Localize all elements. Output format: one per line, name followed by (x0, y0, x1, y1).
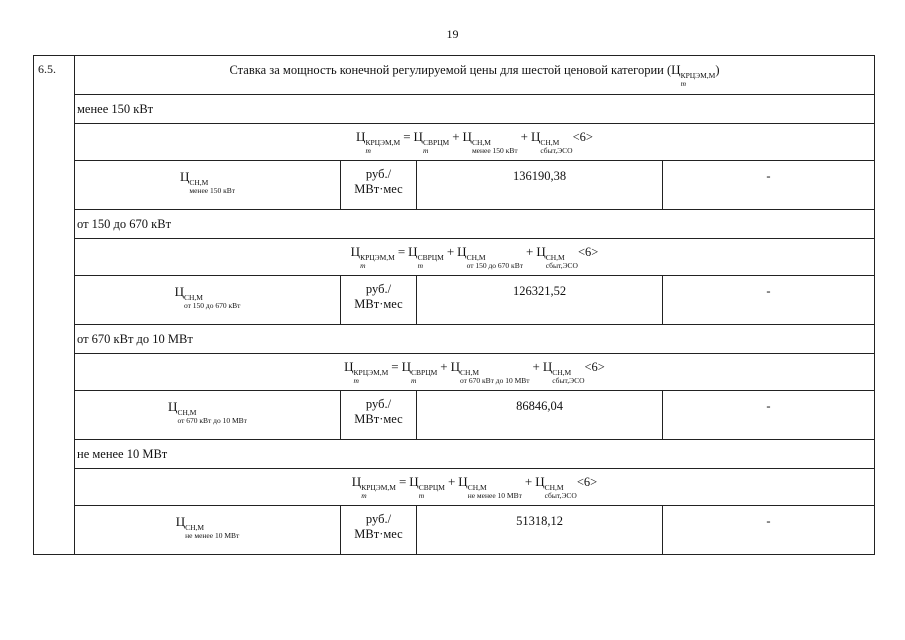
section-row (34, 440, 875, 469)
formula-term-sbyt: Ц СН,М сбыт,ЭСО (542, 359, 585, 385)
formula: Ц КРЦЭМ,М m = Ц СВРЦМ m + Ц СН,М менее 150 кВт + Ц СН,М сбыт,ЭСО <6> (75, 124, 875, 161)
rate-value: 136190,38 (417, 161, 663, 210)
rate-dash: - (663, 161, 875, 210)
formula-row (34, 124, 875, 161)
rate-symbol-text: Ц СН,М от 670 кВт до 10 МВт (168, 399, 247, 425)
unit-cell: руб./ МВт·мес (341, 506, 417, 555)
rate-value: 86846,04 (417, 391, 663, 440)
value-row (34, 161, 875, 210)
title-row (34, 56, 875, 95)
formula: Ц КРЦЭМ,М m = Ц СВРЦМ m + Ц СН,М не менее 10 МВт + Ц СН,М сбыт,ЭСО <6> (75, 469, 875, 506)
formula-term-sn: Ц СН,М от 670 кВт до 10 МВт (450, 359, 530, 385)
row-number: 6.5. (34, 56, 75, 555)
formula-term-sn: Ц СН,М от 150 до 670 кВт (457, 244, 523, 270)
formula-term-svrcm: Ц СВРЦМ m (409, 474, 445, 500)
value-row (34, 276, 875, 325)
rate-symbol (75, 391, 341, 440)
section-row (34, 325, 875, 354)
formula: Ц КРЦЭМ,М m = Ц СВРЦМ m + Ц СН,М от 150 до 670 кВт + Ц СН,М сбыт,ЭСО <6> (75, 239, 875, 276)
title-symbol: Ц КРЦЭМ,М m (671, 62, 716, 88)
value-row (34, 391, 875, 440)
unit-cell: руб./ МВт·мес (341, 161, 417, 210)
formula-lhs: Ц КРЦЭМ,М m (356, 129, 401, 155)
title-text: Ставка за мощность конечной регулируемой цены для шестой ценовой категории ( (229, 63, 672, 77)
value-row (34, 506, 875, 555)
formula-term-svrcm: Ц СВРЦМ m (408, 244, 444, 270)
formula-term-sn: Ц СН,М менее 150 кВт (462, 129, 518, 155)
section-row (34, 210, 875, 239)
formula-row (34, 354, 875, 391)
formula-row (34, 239, 875, 276)
unit-cell: руб./ МВт·мес (341, 391, 417, 440)
rate-value: 51318,12 (417, 506, 663, 555)
formula-lhs: Ц КРЦЭМ,М m (344, 359, 389, 385)
formula-lhs: Ц КРЦЭМ,М m (351, 474, 396, 500)
table-title: Ставка за мощность конечной регулируемой цены для шестой ценовой категории (Ц КРЦЭМ,М m ) (75, 56, 875, 95)
section-label: от 150 до 670 кВт (75, 210, 875, 239)
section-label: менее 150 кВт (75, 95, 875, 124)
rate-dash: - (663, 391, 875, 440)
rate-value: 126321,52 (417, 276, 663, 325)
rate-symbol (75, 276, 341, 325)
formula-term-sbyt: Ц СН,М сбыт,ЭСО (535, 474, 577, 500)
section-label: от 670 кВт до 10 МВт (75, 325, 875, 354)
formula-term-svrcm: Ц СВРЦМ m (413, 129, 450, 155)
formula-term-svrcm: Ц СВРЦМ m (401, 359, 438, 385)
formula-lhs: Ц КРЦЭМ,М m (350, 244, 395, 270)
section-label: не менее 10 МВт (75, 440, 875, 469)
rate-symbol (75, 161, 341, 210)
rate-symbol-text: Ц СН,М не менее 10 МВт (175, 514, 240, 540)
formula-term-sbyt: Ц СН,М сбыт,ЭСО (536, 244, 578, 270)
rate-dash: - (663, 506, 875, 555)
formula: Ц КРЦЭМ,М m = Ц СВРЦМ m + Ц СН,М от 670 кВт до 10 МВт + Ц СН,М сбыт,ЭСО <6> (75, 354, 875, 391)
unit-cell: руб./ МВт·мес (341, 276, 417, 325)
tariff-table (33, 55, 875, 555)
rate-dash: - (663, 276, 875, 325)
section-row (34, 95, 875, 124)
page-number: 19 (446, 27, 459, 41)
rate-symbol-text: Ц СН,М менее 150 кВт (179, 169, 236, 195)
formula-row (34, 469, 875, 506)
formula-term-sn: Ц СН,М не менее 10 МВт (458, 474, 522, 500)
rate-symbol (75, 506, 341, 555)
rate-symbol-text: Ц СН,М от 150 до 670 кВт (174, 284, 241, 310)
formula-term-sbyt: Ц СН,М сбыт,ЭСО (530, 129, 573, 155)
